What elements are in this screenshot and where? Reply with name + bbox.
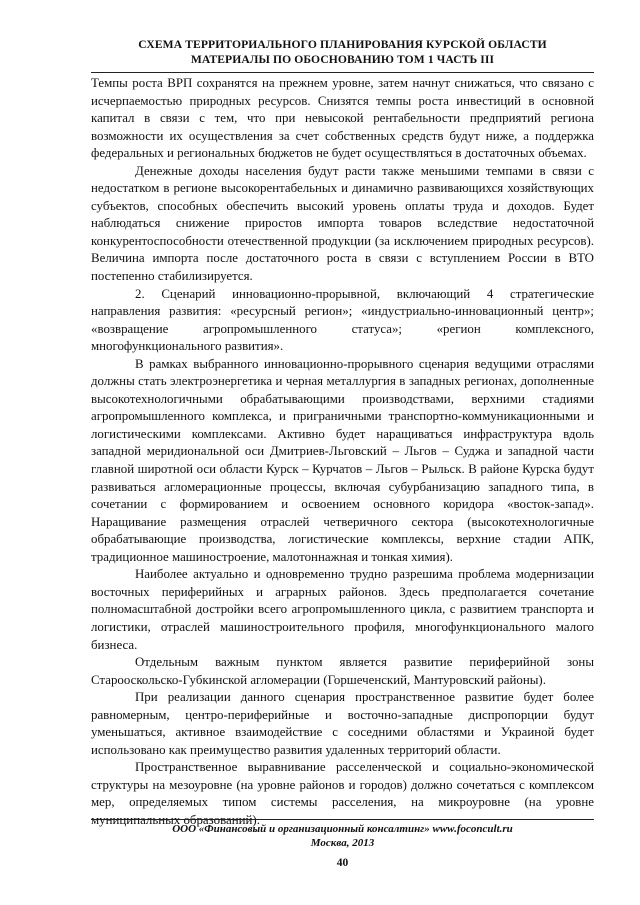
body-paragraph: При реализации данного сценария пространственное развитие будет более равномерным, центро-периферийные и восточно-западные диспропорции будут уменьшаться, активное взаимодействие с соседними областями и Украиной будет использовано как преимущество развития удаленных территорий области. (91, 690, 594, 757)
body-paragraph: Наиболее актуально и одновременно трудно разрешима проблема модернизации восточных периферийных и аграрных районов. Здесь предполагается сочетание полномасштабной достройки всего агропромышленного цикла, с развитием транспорта и логистики, отраслей машиностроительного профиля, многофункционального малого бизнеса. (91, 567, 594, 652)
page-header (91, 37, 594, 67)
page-footer (91, 819, 594, 869)
header-title: СХЕМА ТЕРРИТОРИАЛЬНОГО ПЛАНИРОВАНИЯ КУРСКОЙ ОБЛАСТИ (138, 38, 547, 51)
header-subtitle: МАТЕРИАЛЫ ПО ОБОСНОВАНИЮ ТОМ 1 ЧАСТЬ III (190, 53, 495, 66)
document-body (91, 75, 594, 830)
header-divider (91, 72, 594, 73)
body-paragraph: Денежные доходы населения будут расти также меньшими темпами в связи с недостатком в регионе высокорентабельных и динамично развивающихся хозяйствующих субъектов, способных обеспечить высокий уровень оплаты труда и доходов. Будет наблюдаться снижение приростов импорта товаров вследствие недостаточной конкурентоспособности отечественной продукции (за исключением природных ресурсов). Величина импорта после достаточного роста в связи с вступлением России в ВТО постепенно стабилизируется. (91, 163, 594, 284)
footer-divider (91, 819, 594, 820)
page-number: 40 (336, 857, 349, 869)
body-paragraph: В рамках выбранного инновационно-прорывного сценария ведущими отраслями должны стать электроэнергетика и черная металлургия в западных регионах, дополненные высокотехнологичными обрабатывающими производствами, верхними стадиями агропромышленного комплекса, и приграничными транспортно-коммуникационными и логистическими комплексами. Активно будет наращиваться инфраструктура вдоль западной меридиональной оси Дмитриев-Льговский – Льгов – Суджа и западной части главной широтной оси области Курск – Курчатов – Льгов – Рыльск. В районе Курска будут развиваться агломерационные процессы, включая субурбанизацию западного типа, в сочетании с формированием и освоением основного коридора «восток-запад». Наращивание размещения отраслей четверичного сектора (высокотехнологичные обрабатывающие производства, логистические комплексы, верхние стадии АПК, традиционное машиностроение, малотоннажная и тонкая химия). (91, 356, 594, 564)
body-paragraph: Темпы роста ВРП сохранятся на прежнем уровне, затем начнут снижаться, что связано с исчерпаемостью природных ресурсов. Снизятся темпы роста инвестиций в основной капитал в связи с тем, что при невысокой рентабельности предприятий региона возможности их осуществления за счет собственных средств будут ниже, а поддержка федеральных и региональных бюджетов не будет осуществляться в достаточных объемах. (91, 76, 594, 161)
body-paragraph: Пространственное выравнивание расселенческой и социально-экономической структуры на мезоуровне (на уровне районов и городов) должно сочетаться с комплексом мер, определяемых типом системы расселения, на микроуровне (на уровне муниципальных образований). (91, 760, 594, 827)
footer-city-year: Москва, 2013 (310, 837, 375, 849)
body-paragraph: 2. Сценарий инновационно-прорывной, включающий 4 стратегические направления развития: «ресурсный регион»; «индустриально-инновационный центр»; «возвращение агропромышленного статуса»; «регион комплексного, многофункционального развития». (91, 286, 594, 354)
body-paragraph: Отдельным важным пунктом является развитие периферийной зоны Старооскольско-Губкинской агломерации (Горшеченский, Мантуровский районы). (91, 655, 594, 687)
footer-company: ООО «Финансовый и организационный консалтинг» www.foconcult.ru (172, 823, 513, 835)
